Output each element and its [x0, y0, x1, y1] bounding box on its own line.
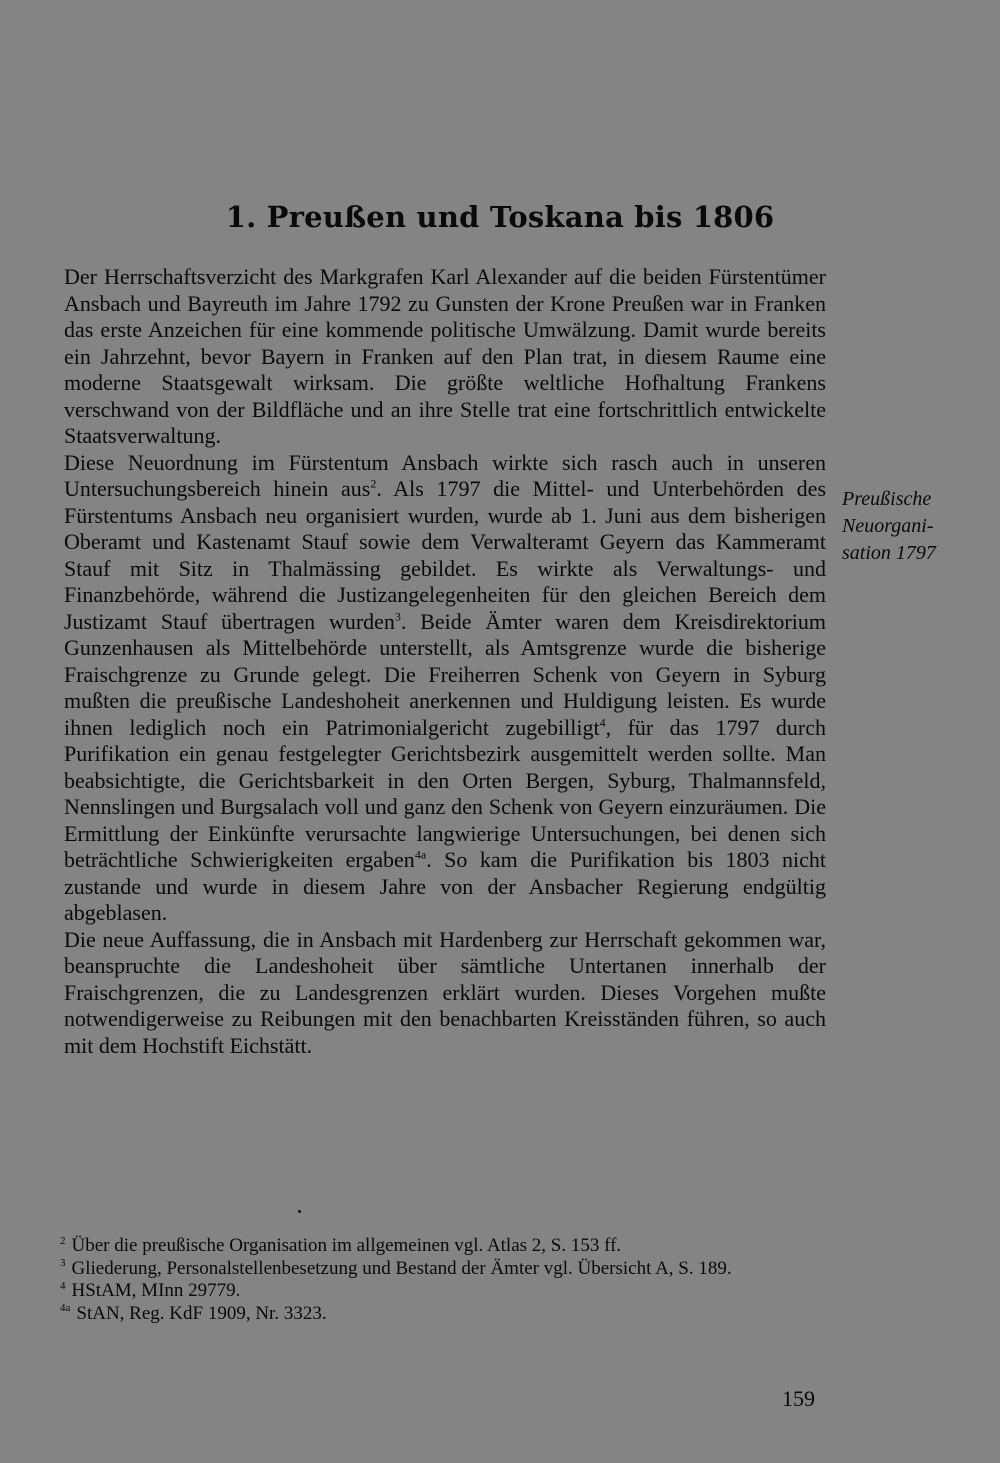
- margin-note-line: sation 1797: [842, 542, 936, 564]
- paragraph-text: , für das 1797 durch Purifikation ein genau festgelegter Gerichtsbezirk ausgemittelt werden sollte. Man beabsichtigte, die Gerichtsbarkeit in den Orten Bergen, Syburg, Thalmannsfeld, Nennslingen und Burgsalach voll und ganz den Schenk von Geyern einzuräumen. Die Ermittlung der Einkünfte verursachte langwierige Untersuchungen, bei denen sich beträchtliche Schwierigkeiten ergaben: [64, 714, 826, 872]
- margin-note: [842, 486, 982, 567]
- footnote-reference: 3: [394, 609, 401, 624]
- footnote-mark: 4a: [60, 1302, 71, 1315]
- margin-note-line: Preußische: [842, 488, 932, 510]
- page-number: 159: [782, 1386, 815, 1411]
- footnote-reference: 4a: [414, 847, 427, 862]
- paragraph-text: Die neue Auffassung, die in Ansbach mit Hardenberg zur Herrschaft gekommen war, beanspruchte die Landeshoheit über sämtliche Untertanen innerhalb der Fraischgrenzen, die zu Landesgrenzen erklärt wurden. Dieses Vorgehen mußte notwendigerweise zu Reibungen mit den benachbarten Kreisständen führen, so auch mit dem Hochstift Eichstätt.: [64, 926, 826, 1058]
- separator-dot: [298, 1210, 301, 1213]
- footnote: [60, 1235, 830, 1258]
- paragraph: [64, 264, 826, 450]
- margin-note-line: Neuorgani-: [842, 515, 934, 537]
- footnote-text: Gliederung, Personalstellenbesetzung und Bestand der Ämter vgl. Übersicht A, S. 189.: [71, 1257, 732, 1279]
- footnote-mark: 2: [60, 1234, 66, 1247]
- paragraph: [64, 450, 826, 927]
- paragraph-text: . Als 1797 die Mittel- und Unterbehörden des Fürstentums Ansbach neu organisiert wurden, wurde ab 1. Juni aus dem bisherigen Oberamt und Kastenamt Stauf sowie dem Verwalteramt Geyern das Kammeramt Stauf mit Sitz in Thalmässing gebildet. Es wirkte als Verwaltungs- und Finanzbehörde, während die Justizangelegenheiten für den gleichen Bereich dem Justizamt Stauf übertragen wurden: [64, 476, 826, 634]
- footnote: [60, 1303, 830, 1326]
- footnote-text: HStAM, MInn 29779.: [71, 1280, 241, 1301]
- paragraph-text: Der Herrschaftsverzicht des Markgrafen Karl Alexander auf die beiden Fürstentümer Ansbach und Bayreuth im Jahre 1792 zu Gunsten der Krone Preußen war in Franken das erste Anzeichen für eine kommende politische Umwälzung. Damit wurde bereits ein Jahrzehnt, bevor Bayern in Franken auf den Plan trat, in diesem Raume eine moderne Staatsgewalt wirksam. Die größte weltliche Hofhaltung Frankens verschwand von der Bildfläche und an ihre Stelle trat eine fortschrittlich entwickelte Staatsverwaltung.: [64, 264, 826, 448]
- paragraph-text: Diese Neuordnung im Fürstentum Ansbach wirkte sich rasch auch in unseren Untersuchungsbereich hinein aus: [64, 449, 826, 501]
- footnote-mark: 4: [60, 1279, 66, 1292]
- paragraph-text: . Beide Ämter waren dem Kreisdirektorium Gunzenhausen als Mittelbehörde unterstellt, als Amtsgrenze wurde die bisherige Fraischgrenze zu Grunde gelegt. Die Freiherren Schenk von Geyern in Syburg mußten die preußische Landeshoheit anerkennen und Huldigung leisten. Es wurde ihnen lediglich noch ein Patrimonialgericht zugebilligt: [64, 608, 826, 740]
- footnote-text: StAN, Reg. KdF 1909, Nr. 3323.: [76, 1302, 327, 1324]
- footnote: [60, 1258, 830, 1281]
- footnote-reference: 4: [599, 715, 606, 730]
- body-text: [64, 264, 826, 1059]
- footnote-reference: 2: [370, 476, 377, 491]
- footnote: [60, 1280, 830, 1303]
- footnote-mark: 3: [60, 1257, 66, 1270]
- paragraph-text: . So kam die Purifikation bis 1803 nicht zustande und wurde in diesem Jahre von der Ansbacher Regierung endgültig abgeblasen.: [64, 847, 826, 925]
- footnotes: [60, 1235, 830, 1325]
- footnote-text: Über die preußische Organisation im allgemeinen vgl. Atlas 2, S. 153 ff.: [71, 1235, 622, 1256]
- chapter-title: 1. Preußen und Toskana bis 1806: [225, 200, 775, 234]
- paragraph: [64, 927, 826, 1060]
